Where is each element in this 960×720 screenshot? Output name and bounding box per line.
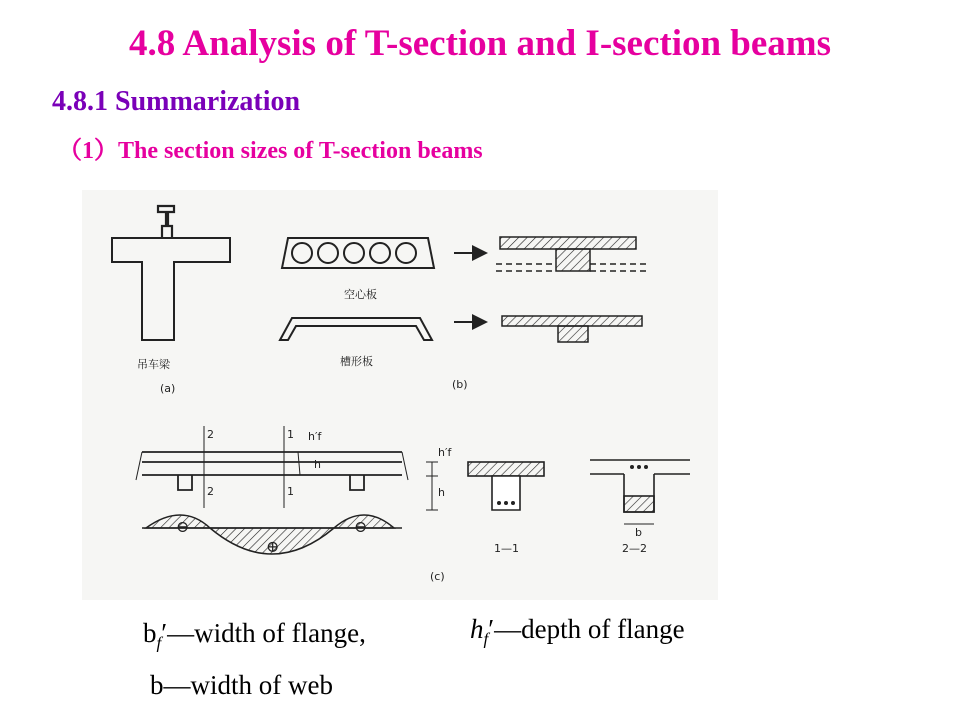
section-2-2-drawing — [590, 460, 690, 524]
hf-symbol: h — [470, 614, 484, 644]
flange-width-definition — [143, 618, 366, 653]
cut-mark-2-bottom: 2 — [207, 485, 214, 498]
figure-label-a: (a) — [160, 382, 176, 395]
negative-moment-sign-left: ⊖ — [176, 519, 190, 536]
flange-depth-definition — [470, 614, 685, 649]
cut-mark-2-top: 2 — [207, 428, 214, 441]
section-dim-h: h — [438, 486, 445, 499]
section-2-2-label: 2—2 — [622, 542, 647, 555]
figure-label-b: (b) — [452, 378, 468, 391]
negative-moment-sign-right: ⊖ — [354, 519, 368, 536]
bf-symbol: b — [143, 618, 157, 648]
section-heading: 4.8.1 Summarization — [52, 86, 301, 117]
cut-mark-1-bottom: 1 — [287, 485, 294, 498]
hollow-slab-drawing — [282, 238, 486, 268]
figure-label-c: (c) — [430, 570, 445, 583]
section-dim-hf: h′f — [438, 446, 452, 459]
hollow-slab-equivalent-section — [496, 237, 648, 271]
channel-slab-caption: 槽形板 — [340, 355, 373, 368]
crane-beam-drawing — [112, 206, 230, 340]
elevation-dim-hf: h′f — [308, 430, 322, 443]
t-section-diagram — [82, 190, 718, 600]
web-width-definition: b—width of web — [150, 670, 333, 700]
hf-subscript: f — [483, 629, 489, 649]
hollow-slab-caption: 空心板 — [344, 288, 377, 301]
bf-subscript: f — [156, 633, 162, 653]
channel-slab-drawing — [280, 318, 486, 340]
channel-slab-equivalent-section — [502, 316, 642, 342]
continuous-beam-elevation — [136, 426, 408, 508]
section-1-1-label: 1—1 — [494, 542, 519, 555]
t-section-figure — [82, 190, 718, 600]
hf-text: ′—depth of flange — [488, 614, 685, 644]
slide-title: 4.8 Analysis of T-section and I-section beams — [128, 23, 832, 64]
subsection-heading: （1）The section sizes of T-section beams — [58, 138, 483, 164]
cut-mark-1-top: 1 — [287, 428, 294, 441]
positive-moment-sign: ⊕ — [266, 539, 280, 556]
crane-beam-caption: 吊车梁 — [137, 358, 170, 371]
bf-text: ′—width of flange, — [161, 618, 366, 648]
elevation-dim-h: h — [314, 458, 321, 471]
web-width-dim-b: b — [635, 526, 642, 539]
